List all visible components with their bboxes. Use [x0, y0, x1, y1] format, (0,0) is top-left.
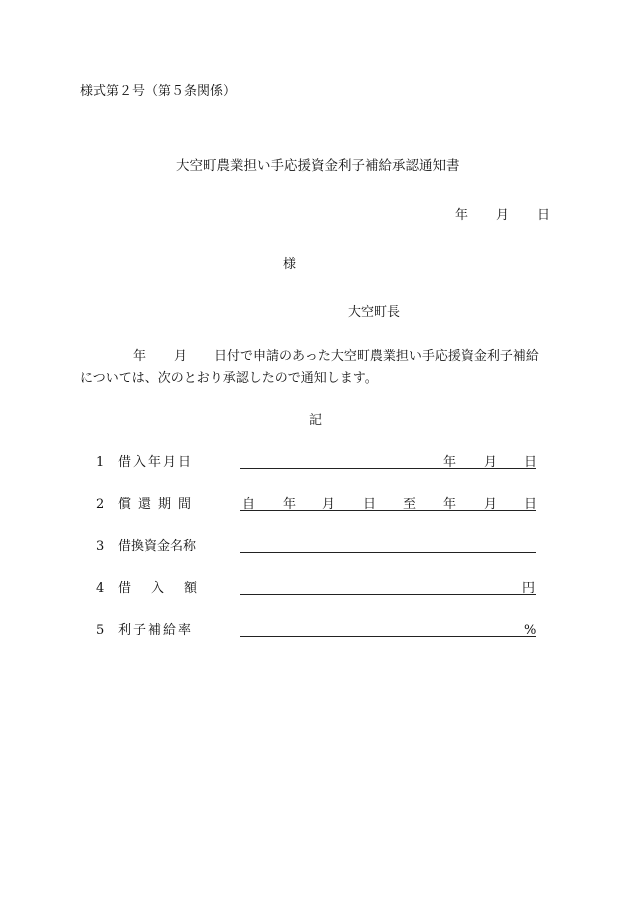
item-number: 2	[96, 497, 105, 512]
field-month: 月	[484, 455, 498, 470]
body-line1: 日付で申請のあった大空町農業担い手応援資金利子補給	[214, 349, 539, 364]
body-year: 年	[133, 349, 147, 364]
field-yen: 円	[522, 581, 536, 596]
field-day: 日	[363, 497, 377, 512]
item-label: 借入額	[118, 581, 218, 596]
document-title: 大空町農業担い手応援資金利子補給承認通知書	[176, 158, 460, 174]
item-label: 借入年月日	[118, 455, 194, 470]
body-line2: については、次のとおり承認したので通知します。	[80, 371, 378, 386]
ki-heading: 記	[309, 413, 323, 428]
item-label: 償還期間	[118, 497, 199, 512]
addressee-suffix: 様	[283, 257, 297, 272]
field-year: 年	[283, 497, 297, 512]
field-percent: %	[524, 623, 537, 638]
field-year: 年	[443, 455, 457, 470]
date-year: 年	[455, 208, 469, 223]
field-day: 日	[524, 497, 538, 512]
issuer-name: 大空町長	[348, 305, 401, 320]
underline	[240, 594, 536, 595]
underline	[240, 636, 536, 637]
item-label: 利子補給率	[118, 623, 194, 638]
form-number: 様式第２号（第５条関係）	[80, 84, 237, 99]
field-month: 月	[484, 497, 498, 512]
field-to: 至	[403, 497, 417, 512]
item-number: 3	[96, 539, 105, 554]
date-day: 日	[537, 208, 551, 223]
underline	[240, 468, 536, 469]
item-number: 5	[96, 623, 105, 638]
field-year: 年	[443, 497, 457, 512]
underline	[240, 510, 536, 511]
body-month: 月	[174, 349, 188, 364]
item-label: 借換資金名称	[118, 539, 197, 554]
item-number: 1	[96, 455, 105, 470]
field-from: 自	[242, 497, 256, 512]
field-month: 月	[322, 497, 336, 512]
item-number: 4	[96, 581, 105, 596]
date-month: 月	[496, 208, 510, 223]
field-day: 日	[524, 455, 538, 470]
underline	[240, 552, 536, 553]
